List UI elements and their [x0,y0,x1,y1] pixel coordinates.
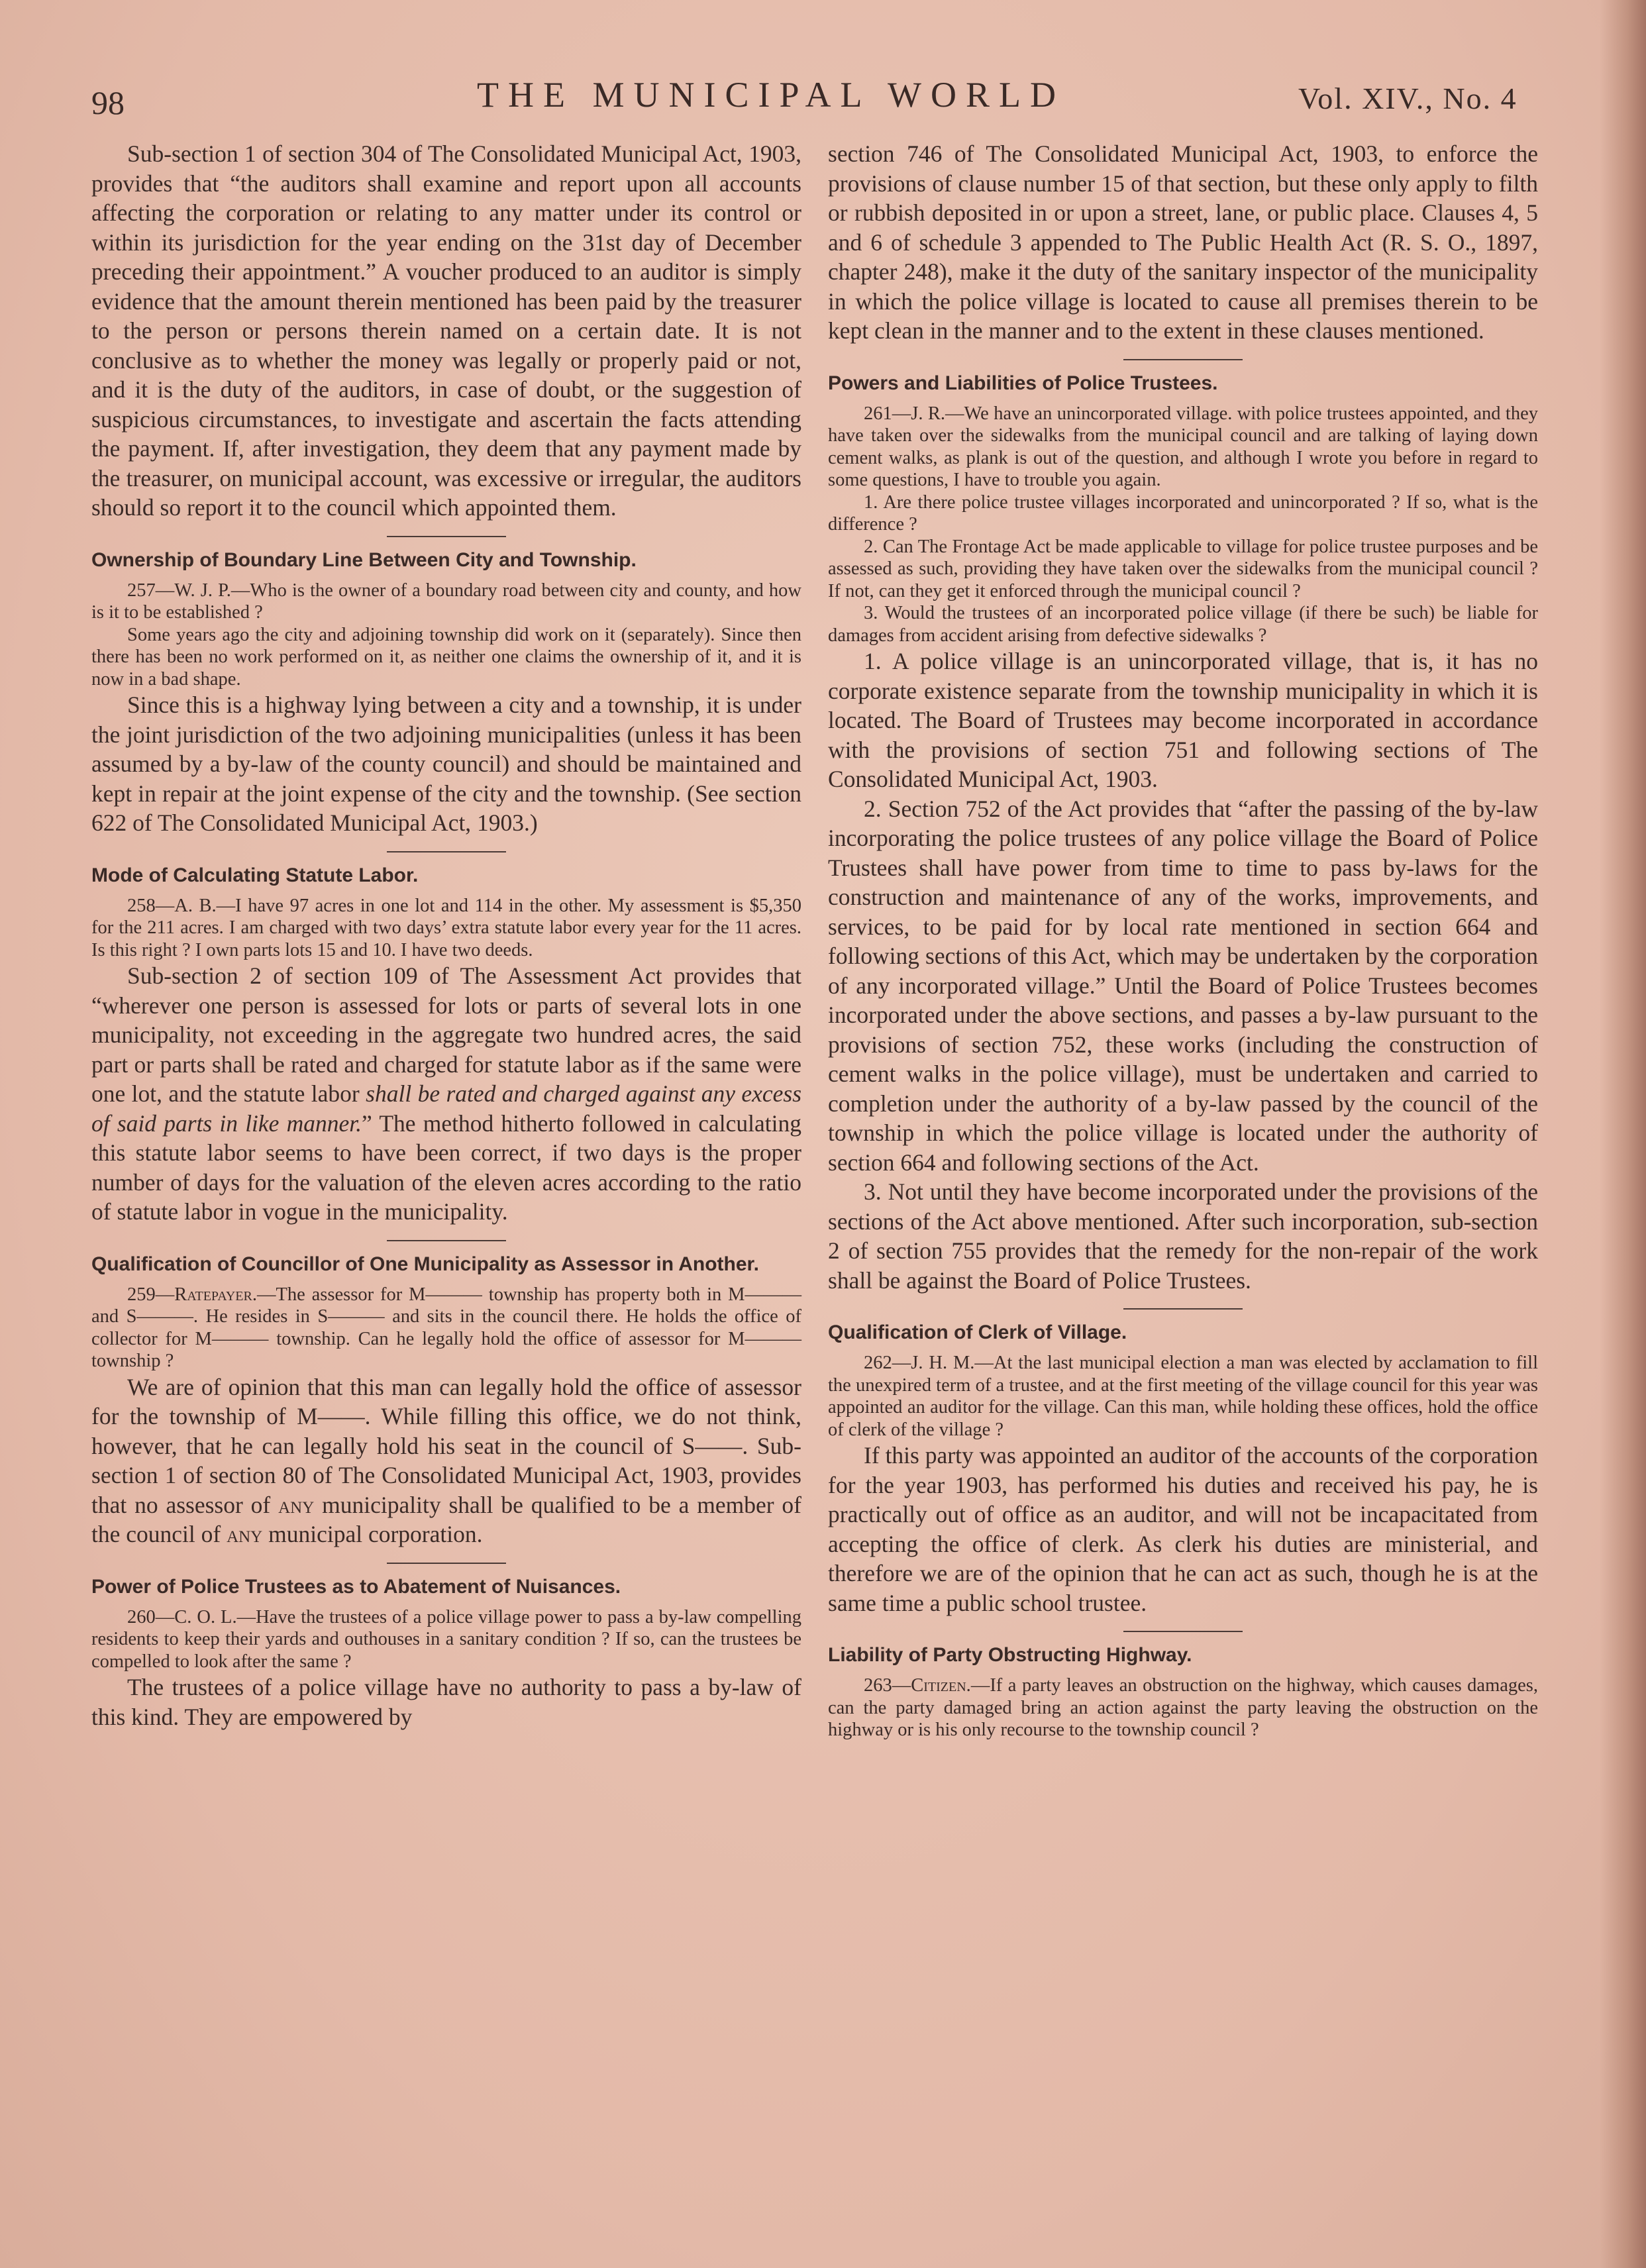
question-text: 257—W. J. P.—Who is the owner of a boundary road between city and county, and how is it to be established ? [91,580,801,623]
question-text: 261—J. R.—We have an unincorporated village. with police trustees appointed, and they have taken over the sidewalks from the municipal council and are talking of laying down cement walks, as plank is out of the question, and although I wrote you before in regard to some questions, I have to trouble you again. [828,403,1538,490]
answer-text: municipality shall be qualified to be a member of the council of [91,1491,801,1547]
publication-title: THE MUNICIPAL WORLD [477,75,1066,115]
answer-paragraph: The trustees of a police village have no authority to pass a by-law of this kind. They are empowered by [91,1674,801,1730]
answer-paragraph: Since this is a highway lying between a city and a township, it is under the joint jurisdiction of the two adjoining municipalities (unless it has been assumed by a by-law of the county council) and should be maintained and kept in repair at the joint expense of the city and the township. (See section 622 of The Consolidated Municipal Act, 1903.) [91,692,801,836]
question-text: 1. Are there police trustee villages incorporated and unincorporated ? If so, what is the difference ? [828,491,1538,535]
answer-paragraph: If this party was appointed an auditor of the accounts of the corporation for the year 1903, has performed his duties and received his pay, he is practically out of office as an auditor, and will not be incapacitated from accepting the office of clerk. As clerk his duties are ministerial, and therefore we are of the opinion that he can act as such, though he is at the same time a public school trustee. [828,1442,1538,1616]
volume-number: Vol. XIV., No. 4 [1298,81,1517,115]
section-divider [387,851,506,852]
question-text: 262—J. H. M.—At the last municipal election a man was elected by acclamation to fill the unexpired term of a trustee, and at the first meeting of the village council for this year was appointed an auditor for the village. Can this man, while holding these offices, hold the office of clerk of the village ? [828,1353,1538,1440]
answer-paragraph [91,961,801,1227]
answer-paragraph [91,1372,801,1549]
question-heading: Qualification of Clerk of Village. [828,1321,1127,1343]
emphasis-any: any [227,1521,263,1547]
question-heading: Liability of Party Obstructing Highway. [828,1644,1192,1666]
question-text: 2. Can The Frontage Act be made applicable to village for police trustee purposes and be assessed as such, providing they have taken over the sidewalks from the municipal council ? If not, can they get it enforced through the municipal council ? [828,536,1538,601]
question-heading: Power of Police Trustees as to Abatement of Nuisances. [91,1575,621,1598]
answer-text: We are of opinion that this man can legally hold the office of assessor for the township of M——. While filling this office, we do not think, however, that he can legally hold his seat in the council of S——. Sub-section 1 of section 80 of The Consolidated Municipal Act, 1903, provides that no assessor of [91,1373,801,1518]
question-text [91,1284,801,1372]
running-header [0,74,1646,121]
question-heading: Mode of Calculating Statute Labor. [91,864,419,886]
answer-paragraph: 1. A police village is an unincorporated village, that is, it has no corporate existence separate from the township municipality in which it is located. The Board of Trustees may become incorporated in accordance with the provisions of section 751 and following sections of The Consolidated Municipal Act, 1903. [828,648,1538,792]
answer-paragraph: Sub-section 1 of section 304 of The Consolidated Municipal Act, 1903, provides that “the auditors shall examine and report upon all accounts affecting the corporation or relating to any matter under its control or within its jurisdiction for the year ending on the 31st day of December preceding their appointment.” A voucher produced to an auditor is simply evidence that the amount therein mentioned has been paid by the treasurer to the person or persons therein named on a certain date. It is not conclusive as to whether the money was legally or properly paid or not, and it is the duty of the auditors, in case of doubt, or the suggestion of suspicious circumstances, to investigate and ascertain the facts attending the payment. If, after investigation, they deem that any payment made by the treasurer, on municipal account, was excessive or irregular, the auditors should so report it to the council which appointed them. [91,140,801,521]
question-number: 263— [864,1675,911,1696]
question-heading: Qualification of Councillor of One Municipality as Assessor in Another. [91,1253,759,1275]
question-text: 3. Would the trustees of an incorporated police village (if there be such) be liable for damages from accident arising from defective sidewalks ? [828,603,1538,646]
answer-text: ” The method hitherto followed in calculating this statute labor seems to have been correct, if two days is the proper number of days for the valuation of the eleven acres according to the ratio of statute labor in vogue in the municipality. [91,1109,801,1225]
answer-paragraph: 2. Section 752 of the Act provides that “after the passing of the by-law incorporating the police trustees of any police village the Board of Police Trustees shall have power from time to time to pass by-laws for the construction and maintenance of any of the works, improvements, and services, to be paid for by local rate mentioned in section 664 and following sections of this Act, which may be undertaken by the corporation of any incorporated village.” Until the Board of Police Trustees becomes incorporated under the above sections, and passes a by-law pursuant to the provisions of section 752, these works (including the construction of cement walks in the police village), must be undertaken and carried to completion under the authority of a by-law passed by the council of the township in which the police village is located under the authority of section 664 and following sections of the Act. [828,795,1538,1176]
page-number: 98 [91,84,125,121]
quoted-italic-text: shall be rated and charged against any excess of said parts in like manner. [91,1080,802,1137]
section-divider [1123,1631,1243,1632]
section-divider [1123,359,1243,360]
answer-text: municipal corporation. [262,1521,483,1547]
answer-text: Sub-section 2 of section 109 of The Assessment Act provides that “wherever one person is assessed for lots or parts of several lots in one municipality, not exceeding in the aggregate two hundred acres, the said part or parts shall be rated and charged for statute labor as if the same were one lot, and the statute labor [91,962,801,1107]
correspondent-name: Citizen. [911,1675,971,1696]
question-text: 260—C. O. L.—Have the trustees of a police village power to pass a by-law compelling residents to keep their yards and outhouses in a sanitary condition ? If so, can the trustees be compelled to look after the same ? [91,1606,801,1672]
answer-paragraph: section 746 of The Consolidated Municipal Act, 1903, to enforce the provisions of clause number 15 of that section, but these only apply to filth or rubbish deposited in or upon a street, lane, or public place. Clauses 4, 5 and 6 of schedule 3 appended to The Public Health Act (R. S. O., 1897, chapter 248), make it the duty of the sanitary inspector of the municipality in which the police village is located to cause all premises therein to be kept clean in the manner and to the extent in these clauses mentioned. [828,140,1538,344]
page-spine-shadow [1600,0,1646,2268]
emphasis-any: any [278,1491,315,1518]
right-column [828,139,1538,1741]
question-text: Some years ago the city and adjoining township did work on it (separately). Since then there has been no work performed on it, as neither one claims the ownership of it, and it is now in a bad shape. [91,624,801,690]
question-heading: Powers and Liabilities of Police Trustees. [828,372,1218,394]
correspondent-name: Ratepayer. [174,1284,257,1305]
question-body: —If a party leaves an obstruction on the highway, which causes damages, can the party damaged bring an action against the party leaving the obstruction on the highway or is his only recourse to the township council ? [828,1675,1538,1740]
section-divider [1123,1308,1243,1310]
section-divider [387,1240,506,1241]
question-text: 258—A. B.—I have 97 acres in one lot and 114 in the other. My assessment is $5,350 for the 211 acres. I am charged with two days’ extra statute labor every year for the 11 acres. Is this right ? I own parts lots 15 and 10. I have two deeds. [91,895,801,960]
question-body: —The assessor for M——— township has property both in M——— and S———. He resides in S——— and sits in the council there. He holds the office of collector for M——— township. Can he legally hold the office of assessor for M——— township ? [91,1284,801,1371]
section-divider [387,536,506,537]
left-column [91,139,801,1731]
question-number: 259— [127,1284,175,1305]
answer-paragraph: 3. Not until they have become incorporated under the provisions of the sections of the Act above mentioned. After such incorporation, sub-section 2 of section 755 provides that the remedy for the non-repair of the work shall be against the Board of Police Trustees. [828,1178,1538,1294]
section-divider [387,1563,506,1564]
question-text [828,1675,1538,1741]
question-heading: Ownership of Boundary Line Between City and Township. [91,548,637,571]
